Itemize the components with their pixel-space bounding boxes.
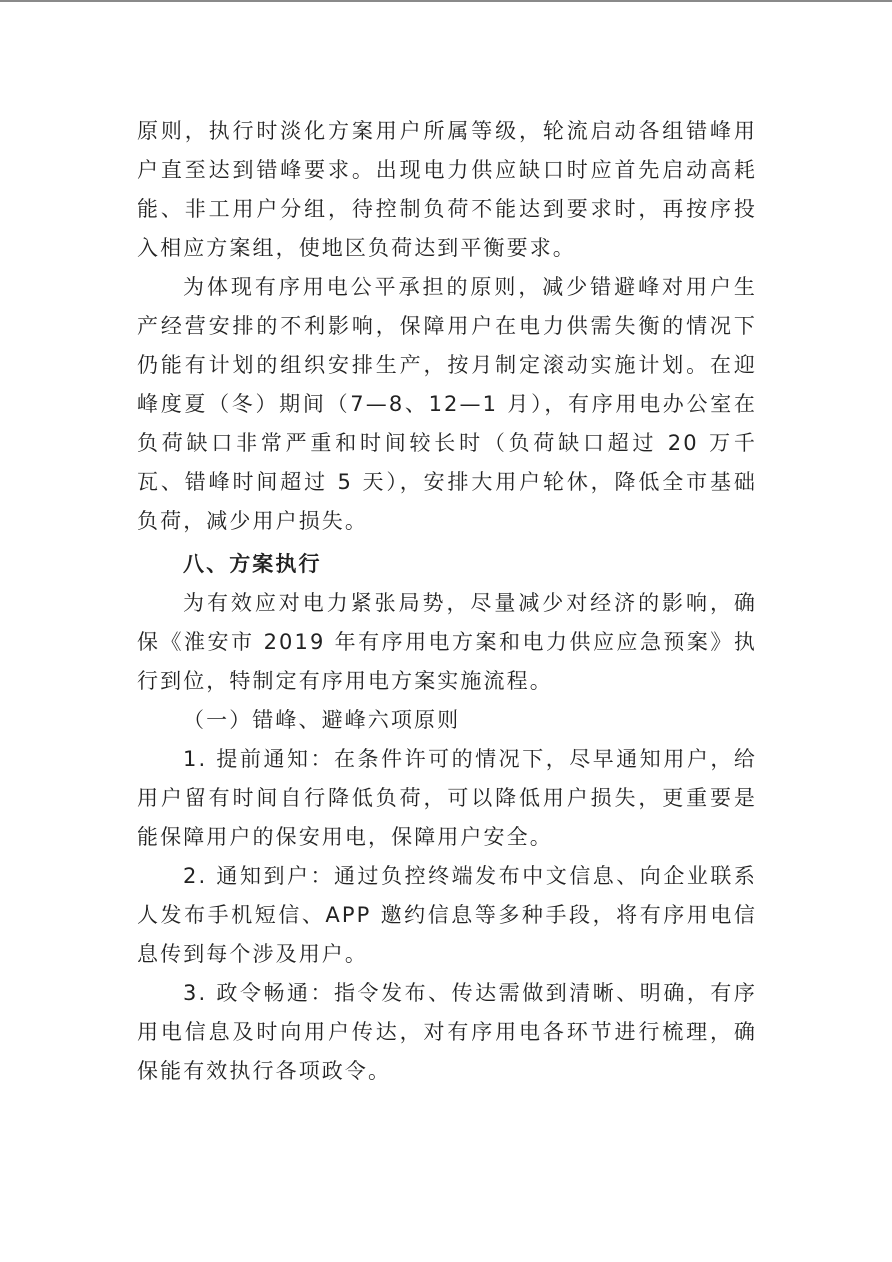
- paragraph-principle-2: 2. 通知到户：通过负控终端发布中文信息、向企业联系人发布手机短信、APP 邀约信息等多种手段，将有序用电信息传到每个涉及用户。: [137, 864, 757, 966]
- top-border-line: [0, 0, 892, 2]
- paragraph-principle-1: 1. 提前通知：在条件许可的情况下，尽早通知用户，给用户留有时间自行降低负荷，可以降低用户损失，更重要是能保障用户的保安用电，保障用户安全。: [137, 747, 757, 849]
- paragraph-principle-3: 3. 政令畅通：指令发布、传达需做到清晰、明确，有序用电信息及时向用户传达，对有序用电各环节进行梳理，确保能有效执行各项政令。: [137, 981, 757, 1083]
- paragraph-continued-principle: 原则，执行时淡化方案用户所属等级，轮流启动各组错峰用户直至达到错峰要求。出现电力供应缺口时应首先启动高耗能、非工用户分组，待控制负荷不能达到要求时，再按序投入相应方案组，使地区负荷达到平衡要求。: [137, 119, 757, 260]
- section-heading-plan-execution: 八、方案执行: [183, 552, 322, 576]
- document-page: [137, 112, 757, 1091]
- subsection-heading-six-principles: （一）错峰、避峰六项原则: [183, 708, 461, 732]
- paragraph-execution-intro: 为有效应对电力紧张局势，尽量减少对经济的影响，确保《淮安市 2019 年有序用电方案和电力供应应急预案》执行到位，特制定有序用电方案实施流程。: [137, 591, 757, 693]
- paragraph-fair-burden: 为体现有序用电公平承担的原则，减少错避峰对用户生产经营安排的不利影响，保障用户在电力供需失衡的情况下仍能有计划的组织安排生产，按月制定滚动实施计划。在迎峰度夏（冬）期间（7—8、12—1 月），有序用电办公室在负荷缺口非常严重和时间较长时（负荷缺口超过 20 万千瓦、错峰时间超过 5 天），安排大用户轮休，降低全市基础负荷，减少用户损失。: [137, 275, 757, 533]
